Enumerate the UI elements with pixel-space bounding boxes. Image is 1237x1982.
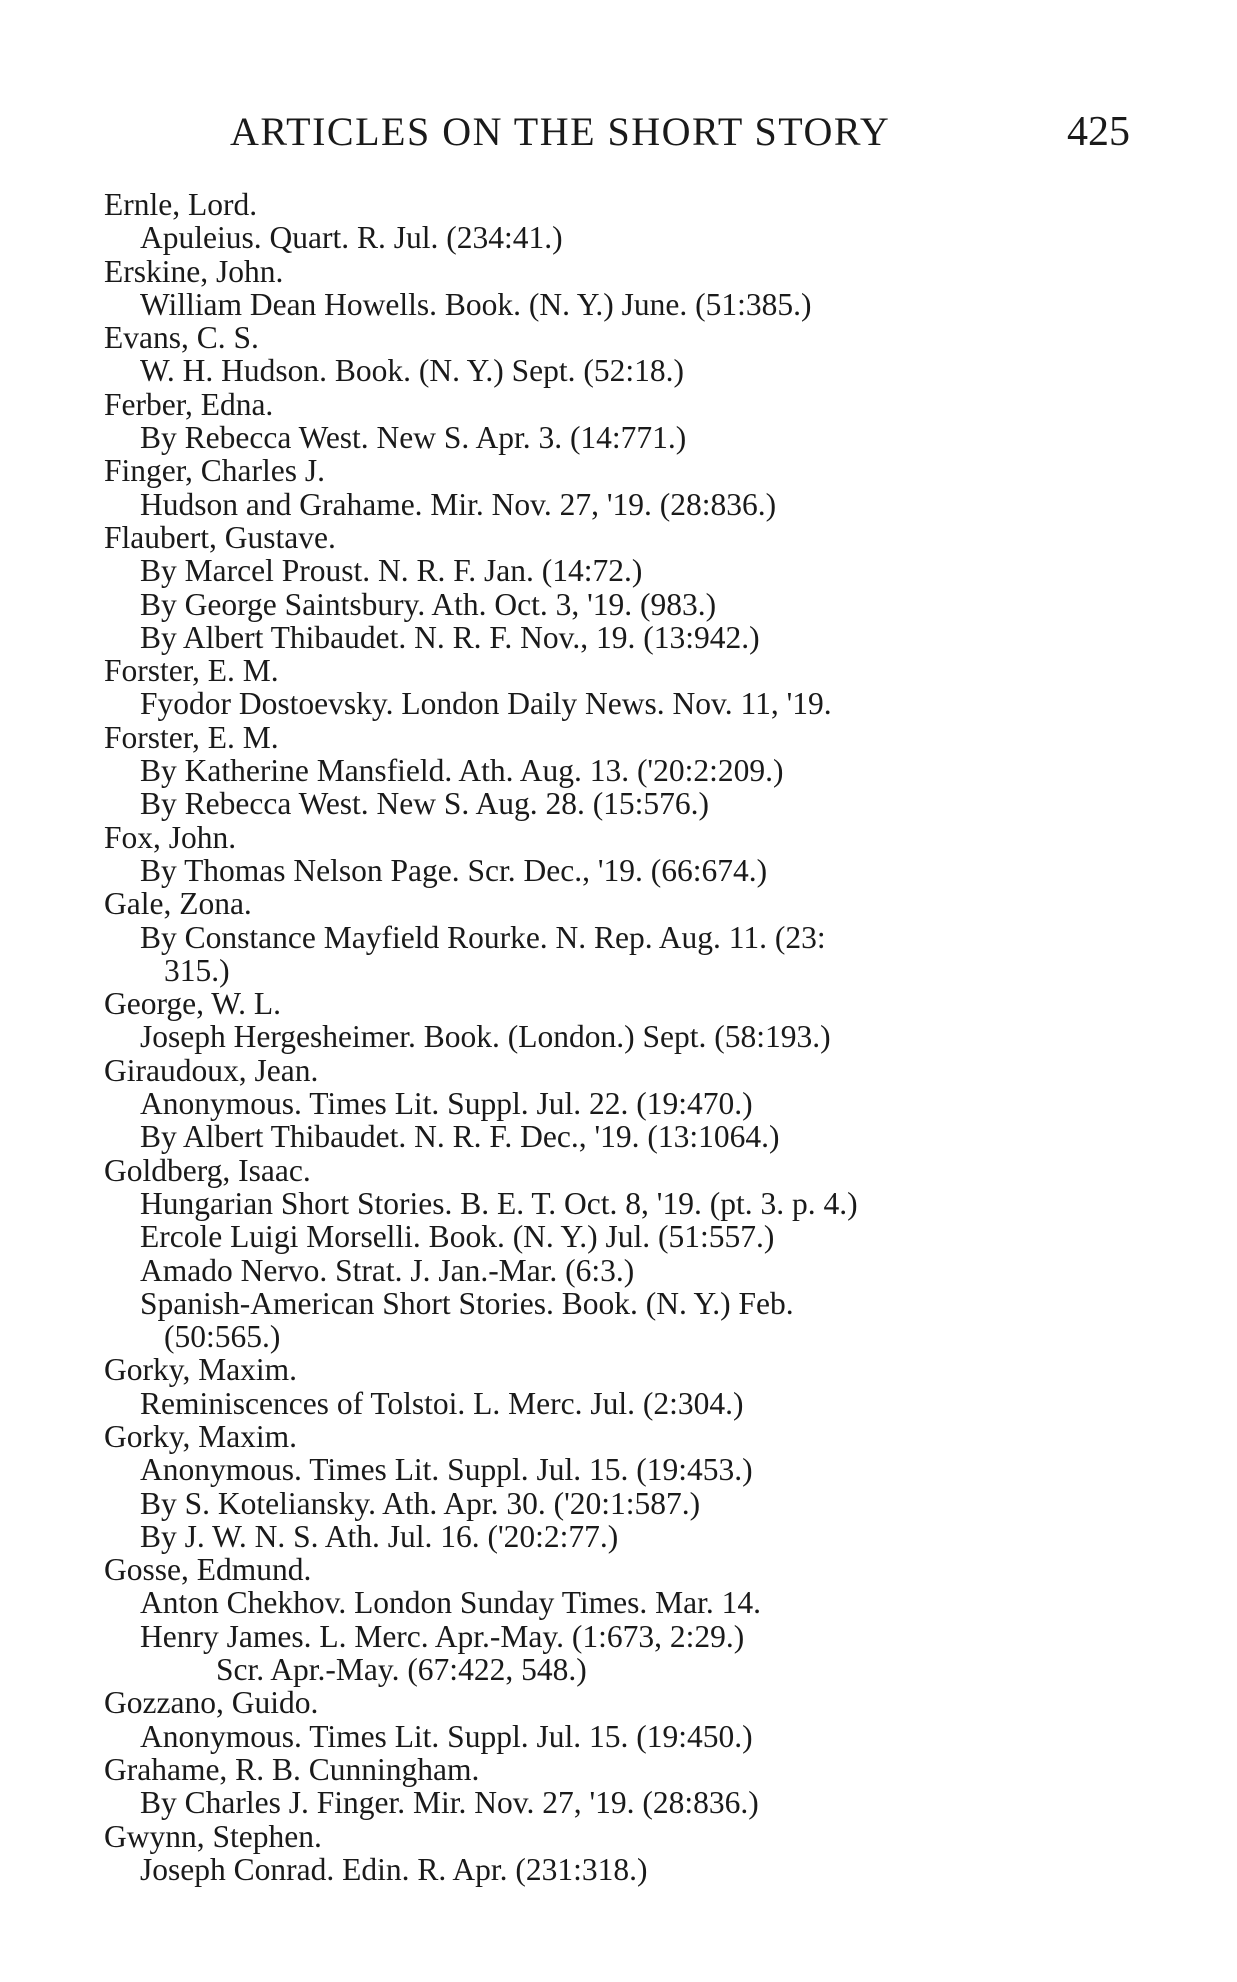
citation-line: By George Saintsbury. Ath. Oct. 3, '19. (983.)	[140, 586, 717, 622]
citation-line: William Dean Howells. Book. (N. Y.) June. (51:385.)	[140, 286, 812, 322]
author-heading: George, W. L.	[104, 986, 282, 1022]
citation-line: By J. W. N. S. Ath. Jul. 16. ('20:2:77.)	[140, 1518, 619, 1554]
citation-line: Joseph Conrad. Edin. R. Apr. (231:318.)	[140, 1851, 648, 1887]
citation-line: Amado Nervo. Strat. J. Jan.-Mar. (6:3.)	[140, 1252, 635, 1288]
citation-line: By Rebecca West. New S. Aug. 28. (15:576.)	[140, 786, 710, 822]
author-heading: Forster, E. M.	[104, 653, 279, 689]
bibliography-entries	[104, 188, 1134, 1886]
page-number: 425	[1067, 109, 1130, 155]
citation-line: 315.)	[164, 952, 230, 988]
citation-line: Joseph Hergesheimer. Book. (London.) Sept. (58:193.)	[140, 1019, 831, 1055]
running-head	[230, 108, 1130, 158]
citation-line: Apuleius. Quart. R. Jul. (234:41.)	[140, 220, 563, 256]
citation-line: Anonymous. Times Lit. Suppl. Jul. 15. (19:453.)	[140, 1452, 753, 1488]
author-heading: Gorky, Maxim.	[104, 1418, 298, 1454]
author-heading: Erskine, John.	[104, 253, 284, 289]
author-heading: Ferber, Edna.	[104, 386, 274, 422]
author-heading: Gorky, Maxim.	[104, 1352, 298, 1388]
citation-line: W. H. Hudson. Book. (N. Y.) Sept. (52:18.)	[140, 353, 684, 389]
author-heading: Fox, John.	[104, 819, 237, 855]
citation-line: By Albert Thibaudet. N. R. F. Dec., '19. (13:1064.)	[140, 1119, 780, 1155]
citation-line: By Thomas Nelson Page. Scr. Dec., '19. (66:674.)	[140, 852, 768, 888]
citation-line: By Marcel Proust. N. R. F. Jan. (14:72.)	[140, 553, 643, 589]
citation-line: By Charles J. Finger. Mir. Nov. 27, '19. (28:836.)	[140, 1785, 759, 1821]
author-heading: Finger, Charles J.	[104, 453, 325, 489]
citation-line: By Albert Thibaudet. N. R. F. Nov., 19. (13:942.)	[140, 619, 760, 655]
citation-line: Spanish-American Short Stories. Book. (N. Y.) Feb.	[140, 1285, 794, 1321]
citation-line: Anonymous. Times Lit. Suppl. Jul. 22. (19:470.)	[140, 1086, 753, 1122]
citation-line: (50:565.)	[164, 1319, 281, 1355]
citation-line: Henry James. L. Merc. Apr.-May. (1:673, 2:29.)	[140, 1618, 745, 1654]
author-heading: Gosse, Edmund.	[104, 1552, 312, 1588]
author-heading: Giraudoux, Jean.	[104, 1052, 319, 1088]
citation-line: By S. Koteliansky. Ath. Apr. 30. ('20:1:587.)	[140, 1485, 701, 1521]
citation-line: Scr. Apr.-May. (67:422, 548.)	[216, 1652, 587, 1688]
author-heading: Forster, E. M.	[104, 719, 279, 755]
citation-line: Hudson and Grahame. Mir. Nov. 27, '19. (28:836.)	[140, 486, 777, 522]
citation-line: Anton Chekhov. London Sunday Times. Mar. 14.	[140, 1585, 761, 1621]
author-heading: Gale, Zona.	[104, 886, 252, 922]
citation-line: Fyodor Dostoevsky. London Daily News. Nov. 11, '19.	[140, 686, 832, 722]
citation-line: By Rebecca West. New S. Apr. 3. (14:771.)	[140, 420, 687, 456]
page-title: ARTICLES ON THE SHORT STORY	[230, 109, 891, 154]
citation-line: By Constance Mayfield Rourke. N. Rep. Aug. 11. (23:	[140, 919, 826, 955]
author-heading: Gwynn, Stephen.	[104, 1818, 322, 1854]
author-heading: Evans, C. S.	[104, 320, 259, 356]
citation-line: Anonymous. Times Lit. Suppl. Jul. 15. (19:450.)	[140, 1718, 753, 1754]
author-heading: Goldberg, Isaac.	[104, 1152, 311, 1188]
citation-line: Ercole Luigi Morselli. Book. (N. Y.) Jul. (51:557.)	[140, 1219, 775, 1255]
author-heading: Flaubert, Gustave.	[104, 519, 336, 555]
citation-line: By Katherine Mansfield. Ath. Aug. 13. ('20:2:209.)	[140, 753, 784, 789]
author-heading: Ernle, Lord.	[104, 187, 258, 222]
citation-line: Reminiscences of Tolstoi. L. Merc. Jul. (2:304.)	[140, 1385, 744, 1421]
author-heading: Grahame, R. B. Cunningham.	[104, 1751, 480, 1787]
citation-line: Hungarian Short Stories. B. E. T. Oct. 8, '19. (pt. 3. p. 4.)	[140, 1185, 858, 1221]
author-heading: Gozzano, Guido.	[104, 1685, 319, 1721]
